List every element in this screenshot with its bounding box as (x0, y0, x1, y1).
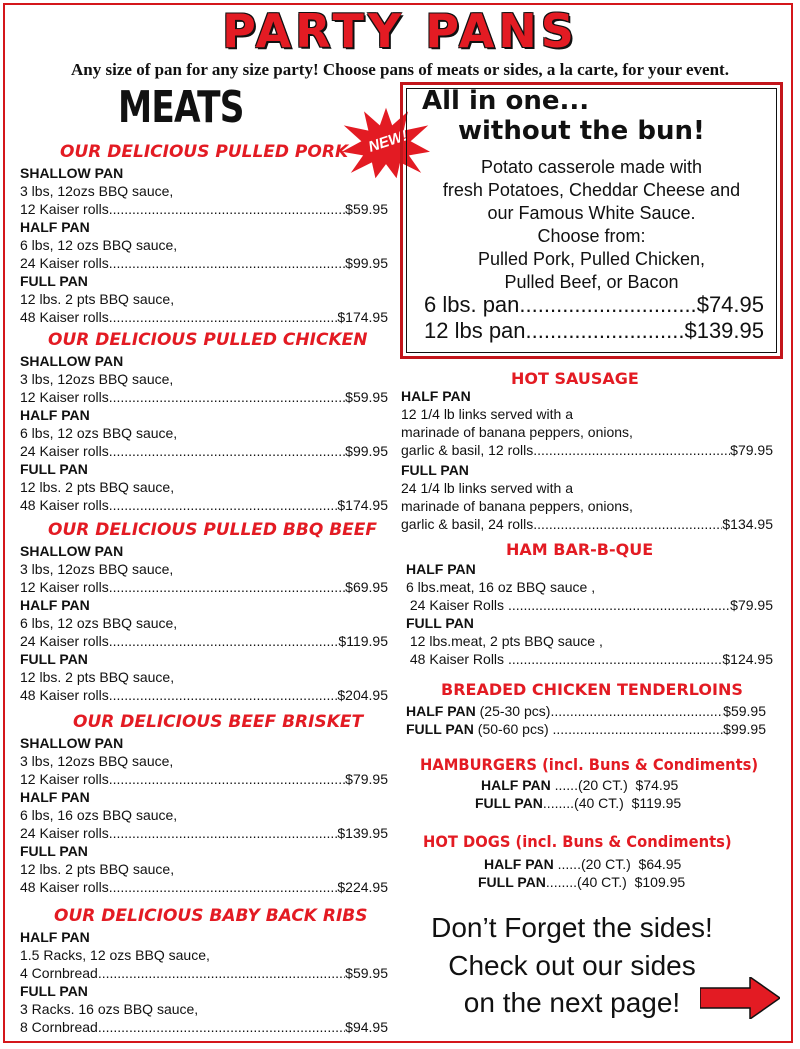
item-detail: 6 lbs, 12 ozs BBQ sauce, (20, 615, 178, 631)
menu-item (20, 218, 388, 272)
section-title: OUR DELICIOUS PULLED CHICKEN (48, 330, 368, 350)
item-detail: 12 lbs. 2 pts BBQ sauce, (20, 669, 175, 685)
item-detail: 6 lbs, 16 ozs BBQ sauce, (20, 807, 178, 823)
ham-full: FULL PAN 12 lbs.meat, 2 pts BBQ sauce , 48 Kaiser Rolls ..... $124.95 (406, 614, 773, 668)
page-subtitle: Any size of pan for any size party! Choose pans of meats or sides, a la carte, for your event. (71, 60, 729, 79)
item-price: $59.95 (345, 965, 388, 981)
item-detail: 4 Cornbread (20, 965, 98, 981)
tenderloins-title: BREADED CHICKEN TENDERLOINS (441, 680, 743, 699)
item-detail: 6 lbs, 12 ozs BBQ sauce, (20, 425, 178, 441)
meats-heading: MEATS (118, 82, 244, 133)
item-detail: 3 lbs, 12ozs BBQ sauce, (20, 371, 174, 387)
promo-desc-line: fresh Potatoes, Cheddar Cheese and (442, 180, 741, 200)
item-detail: 12 lbs. 2 pts BBQ sauce, (20, 291, 175, 307)
page-title: PARTY PANS (222, 4, 578, 58)
promo-price-6lbs: 6 lbs. pan ..... $74.95 (424, 292, 764, 318)
pan-size: HALF PAN (20, 929, 90, 945)
item-detail: 12 lbs. 2 pts BBQ sauce, (20, 479, 175, 495)
promo-desc-line: our Famous White Sauce. (487, 203, 696, 223)
tenderloins-half: HALF PAN (25-30 pcs) ..... $59.95 (406, 702, 766, 720)
new-badge: NEW! (366, 127, 410, 156)
pan-size: SHALLOW PAN (20, 735, 124, 751)
menu-item (20, 596, 388, 650)
menu-item (20, 928, 388, 982)
menu-item (20, 352, 388, 406)
pan-size: FULL PAN (20, 273, 88, 289)
ham-half: HALF PAN 6 lbs.meat, 16 oz BBQ sauce , 24 Kaiser Rolls ..... $79.95 (406, 560, 773, 614)
menu-item (20, 164, 388, 218)
item-price: $99.95 (345, 443, 388, 459)
section-title: OUR DELICIOUS BABY BACK RIBS (54, 906, 368, 926)
item-price: $119.95 (338, 633, 388, 649)
promo-desc-line: Choose from: (537, 226, 646, 246)
item-price: $59.95 (345, 389, 388, 405)
ham-title: HAM BAR-B-QUE (506, 540, 654, 559)
promo-desc-line: Pulled Pork, Pulled Chicken, (477, 249, 706, 269)
item-detail: 12 Kaiser rolls (20, 771, 109, 787)
promo-desc-line: Potato casserole made with (480, 157, 703, 177)
item-price: $69.95 (345, 579, 388, 595)
pan-size: FULL PAN (20, 843, 88, 859)
hotdogs-title: HOT DOGS (incl. Buns & Condiments) (423, 832, 732, 851)
promo-desc-line: Pulled Beef, or Bacon (504, 272, 679, 292)
item-detail: 24 Kaiser rolls (20, 825, 109, 841)
item-detail: 1.5 Racks, 12 ozs BBQ sauce, (20, 947, 210, 963)
pan-size: HALF PAN (20, 407, 90, 423)
menu-item (20, 734, 388, 788)
hot-sausage-half: HALF PAN 12 1/4 lb links served with a marinade of banana peppers, onions, garlic & basil, 12 rolls ..... $79.95 (401, 387, 773, 459)
promo-line1: All in one... (422, 86, 590, 116)
item-detail: 24 Kaiser rolls (20, 633, 109, 649)
pan-size: SHALLOW PAN (20, 165, 124, 181)
hotdogs-half: HALF PAN ......(20 CT.) $64.95 (484, 856, 682, 872)
item-price: $99.95 (345, 255, 388, 271)
item-price: $59.95 (345, 201, 388, 217)
item-detail: 3 lbs, 12ozs BBQ sauce, (20, 561, 174, 577)
item-price: $79.95 (345, 771, 388, 787)
promo-description (404, 156, 779, 294)
menu-item (20, 842, 388, 896)
pan-size: HALF PAN (20, 597, 90, 613)
promo-line2: without the bun! (458, 116, 705, 146)
section-title: OUR DELICIOUS PULLED PORK (60, 142, 349, 162)
pan-size: FULL PAN (20, 983, 88, 999)
tenderloins-full: FULL PAN (50-60 pcs) ..... $99.95 (406, 720, 766, 738)
item-detail: 48 Kaiser rolls (20, 497, 109, 513)
item-detail: 6 lbs, 12 ozs BBQ sauce, (20, 237, 178, 253)
item-price: $139.95 (337, 825, 388, 841)
hotdogs-full: FULL PAN........(40 CT.) $109.95 (478, 874, 686, 890)
item-detail: 24 Kaiser rolls (20, 255, 109, 271)
hamburgers-half: HALF PAN ......(20 CT.) $74.95 (481, 777, 679, 793)
hot-sausage-title: HOT SAUSAGE (511, 369, 639, 388)
hamburgers-title: HAMBURGERS (incl. Buns & Condiments) (420, 755, 759, 774)
menu-item (20, 460, 388, 514)
menu-item (20, 542, 388, 596)
item-price: $94.95 (345, 1019, 388, 1035)
promo-price-12lbs: 12 lbs pan ..... $139.95 (424, 318, 764, 344)
pan-size: SHALLOW PAN (20, 543, 124, 559)
item-detail: 3 Racks. 16 ozs BBQ sauce, (20, 1001, 199, 1017)
footer-line2: Check out our sides (448, 950, 696, 981)
item-detail: 48 Kaiser rolls (20, 309, 109, 325)
arrow-right-icon (700, 977, 780, 1019)
pan-size: SHALLOW PAN (20, 353, 124, 369)
pan-size: HALF PAN (20, 219, 90, 235)
item-price: $204.95 (337, 687, 388, 703)
item-price: $174.95 (337, 497, 388, 513)
hot-sausage-full: FULL PAN 24 1/4 lb links served with a marinade of banana peppers, onions, garlic & basil, 24 rolls ..... $134.95 (401, 461, 773, 533)
item-price: $174.95 (337, 309, 388, 325)
item-detail: 48 Kaiser rolls (20, 687, 109, 703)
hamburgers-full: FULL PAN........(40 CT.) $119.95 (475, 795, 682, 811)
item-detail: 8 Cornbread (20, 1019, 98, 1035)
menu-item (20, 982, 388, 1036)
menu-item (20, 788, 388, 842)
item-price: $224.95 (337, 879, 388, 895)
menu-item (20, 272, 388, 326)
item-detail: 48 Kaiser rolls (20, 879, 109, 895)
item-detail: 3 lbs, 12ozs BBQ sauce, (20, 753, 174, 769)
item-detail: 12 Kaiser rolls (20, 579, 109, 595)
item-detail: 24 Kaiser rolls (20, 443, 109, 459)
item-detail: 12 Kaiser rolls (20, 389, 109, 405)
pan-size: FULL PAN (20, 461, 88, 477)
pan-size: HALF PAN (20, 789, 90, 805)
menu-item (20, 406, 388, 460)
item-detail: 3 lbs, 12ozs BBQ sauce, (20, 183, 174, 199)
menu-item (20, 650, 388, 704)
footer-line3: on the next page! (463, 987, 681, 1018)
section-title: OUR DELICIOUS PULLED BBQ BEEF (48, 520, 378, 540)
pan-size: FULL PAN (20, 651, 88, 667)
section-title: OUR DELICIOUS BEEF BRISKET (73, 712, 364, 732)
item-detail: 12 lbs. 2 pts BBQ sauce, (20, 861, 175, 877)
footer-line1: Don’t Forget the sides! (431, 912, 713, 943)
item-detail: 12 Kaiser rolls (20, 201, 109, 217)
